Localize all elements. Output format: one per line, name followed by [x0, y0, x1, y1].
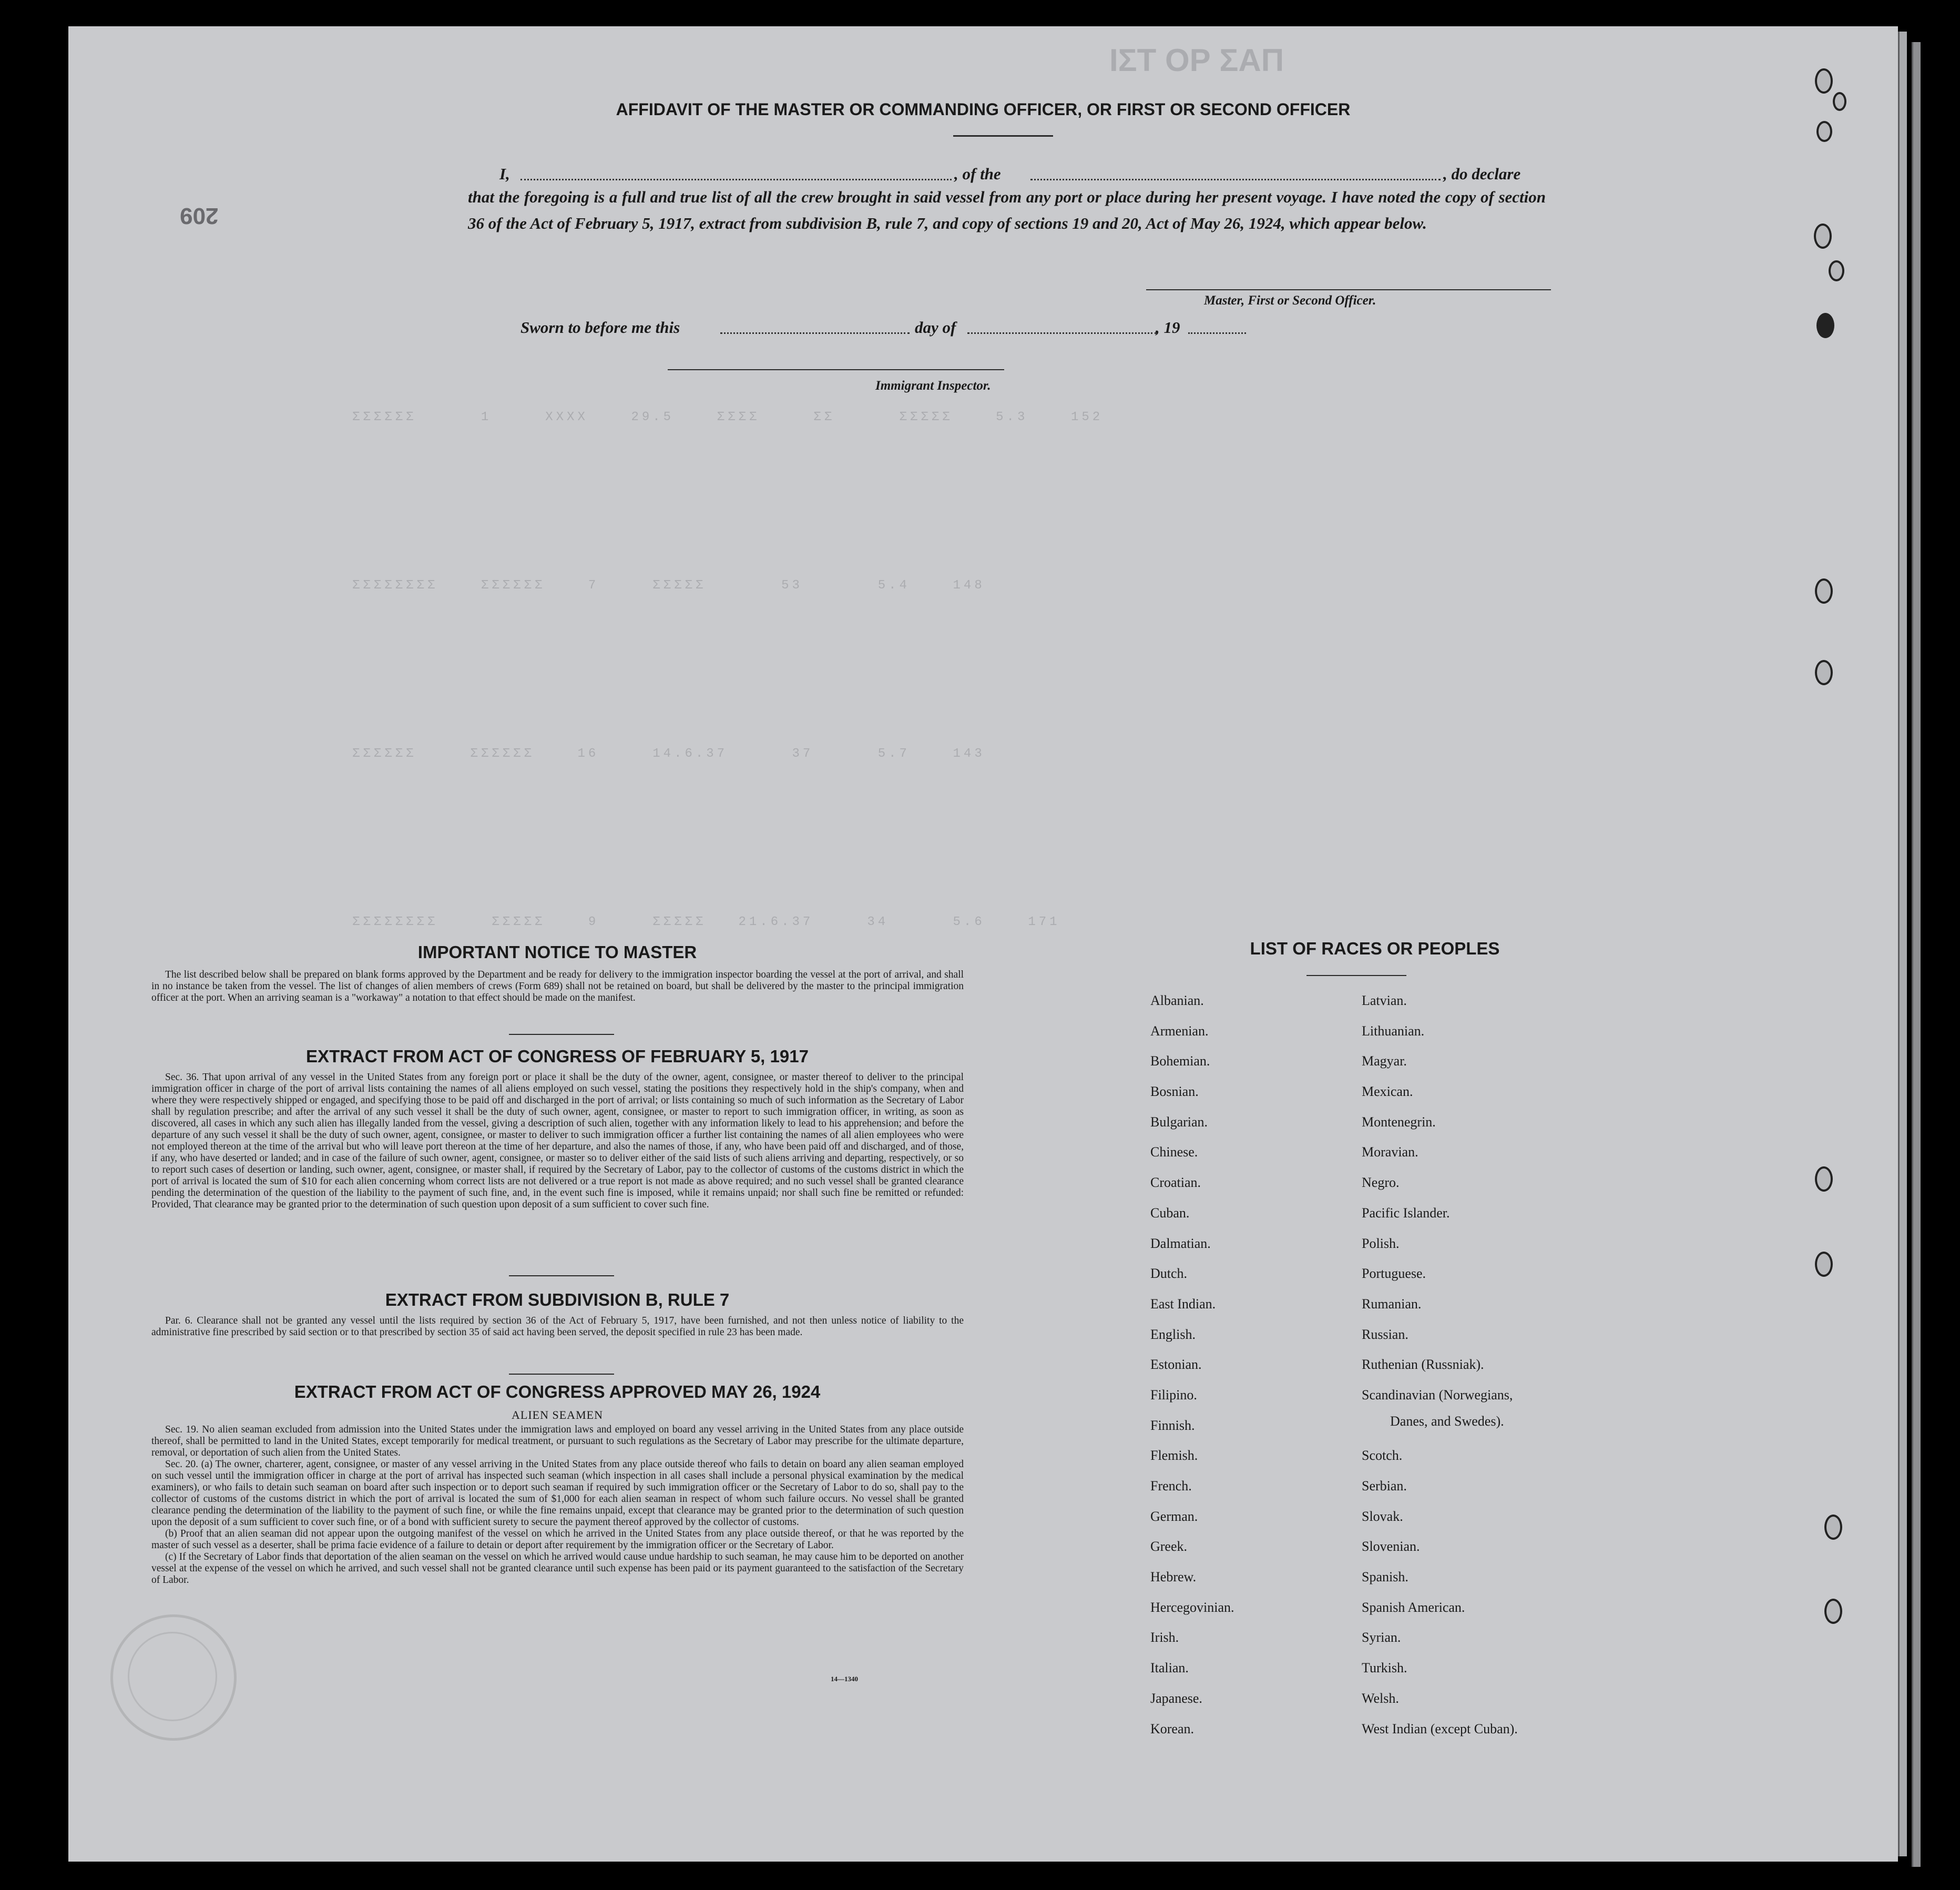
- day-blank: [720, 332, 910, 334]
- form-number: 14—1340: [831, 1675, 858, 1683]
- race-item-continuation: Danes, and Swedes).: [1390, 1413, 1504, 1429]
- bleed-through: ΣΣΣΣΣΣ ΣΣΣΣΣΣ 16 14.6.37 37 5.7 143: [352, 747, 985, 761]
- race-item: Chinese.: [1150, 1144, 1198, 1160]
- document-page: [68, 26, 1898, 1862]
- race-item: Slovak.: [1362, 1508, 1403, 1524]
- race-item: German.: [1150, 1508, 1198, 1524]
- race-item: Ruthenian (Russniak).: [1362, 1357, 1484, 1373]
- races-title-rule: [1306, 975, 1406, 976]
- bleed-through: ΣΣΣΣΣΣΣΣ ΣΣΣΣΣ 9 ΣΣΣΣΣ 21.6.37 34 5.6 171: [352, 915, 1060, 929]
- race-item: Montenegrin.: [1362, 1114, 1436, 1130]
- affidavit-of-the: , of the: [954, 165, 1001, 183]
- race-item: Negro.: [1362, 1175, 1400, 1191]
- race-item: Greek.: [1150, 1539, 1188, 1554]
- bleed-through: ΣΣΣΣΣΣ 1 ΧΧΧΧ 29.5 ΣΣΣΣ ΣΣ ΣΣΣΣΣ 5.3 152: [352, 410, 1104, 424]
- punch-hole: [1815, 660, 1833, 685]
- race-item: English.: [1150, 1326, 1196, 1342]
- punch-hole: [1815, 68, 1833, 94]
- day-of-text: day of: [915, 318, 956, 337]
- extract-1924-text: [151, 1424, 964, 1586]
- page-edge: [1898, 32, 1907, 1856]
- race-item: Bulgarian.: [1150, 1114, 1208, 1130]
- race-item: Russian.: [1362, 1326, 1408, 1342]
- race-item: Finnish.: [1150, 1417, 1195, 1433]
- race-item: Scotch.: [1362, 1448, 1403, 1464]
- year-blank: [1188, 332, 1246, 334]
- race-item: Cuban.: [1150, 1205, 1190, 1221]
- punch-hole: [1815, 1252, 1833, 1277]
- race-item: Flemish.: [1150, 1448, 1198, 1464]
- race-item: Dutch.: [1150, 1266, 1188, 1282]
- races-title: LIST OF RACES OR PEOPLES: [1250, 939, 1500, 958]
- race-item: Bosnian.: [1150, 1084, 1199, 1100]
- inspector-label: Immigrant Inspector.: [875, 379, 991, 393]
- section-rule: [509, 1034, 614, 1035]
- race-item: Estonian.: [1150, 1357, 1202, 1373]
- affidavit-body: that the foregoing is a full and true list of all the crew brought in said vessel from any port or place during her present voyage. I have noted the copy of section 36 of the Act of February 5, 1917, extract from subdivision B, rule 7, and copy of sections 19 and 20, Act of May 26, 1924, which appear below.: [468, 188, 1546, 232]
- alien-seamen-subtitle: ALIEN SEAMEN: [512, 1408, 603, 1421]
- race-item: Rumanian.: [1362, 1296, 1422, 1312]
- affidavit-declare: , do declare: [1443, 165, 1521, 183]
- race-item: Turkish.: [1362, 1660, 1407, 1676]
- extract-1924-title: EXTRACT FROM ACT OF CONGRESS APPROVED MAY 26, 1924: [294, 1382, 821, 1401]
- race-item: Slovenian.: [1362, 1539, 1420, 1554]
- race-item: Lithuanian.: [1362, 1023, 1425, 1039]
- sec-20a-paragraph: Sec. 20. (a) The owner, charterer, agent, consignee, or master of any vessel arriving in the United States from any place outside thereof who fails to detain on board any alien seaman employed on such vessel until the immigration officer in charge at the port of arrival has inspected such seaman (which inspection in all cases shall include a personal physical examination by the medical examiners), or who fails to detain such seaman on board after such inspection or to deport such seaman if required by such immigration officer or the Secretary of Labor to do so, shall pay to the collector of customs of the customs district in which the port of arrival is located the sum of $1,000 for each alien seaman in respect of whom such failure occurs. No vessel shall be granted clearance pending the determination of the liability to the payment of such fine, or while the fine remains unpaid, except that clearance may be granted prior to the determination of such question upon the deposit of a sum sufficient to cover such fine, or of a bond with sufficient surety to secure the payment thereof approved by the collector of customs.: [151, 1459, 964, 1528]
- year-text: , 19: [1156, 318, 1180, 337]
- subdivision-b-title: EXTRACT FROM SUBDIVISION B, RULE 7: [385, 1290, 730, 1309]
- vessel-blank: [1030, 179, 1441, 180]
- extract-1917-title: EXTRACT FROM ACT OF CONGRESS OF FEBRUARY 5, 1917: [306, 1046, 809, 1066]
- affidavit-i: I,: [499, 165, 510, 183]
- section-rule: [509, 1275, 614, 1276]
- race-item: Irish.: [1150, 1630, 1179, 1645]
- race-item: Serbian.: [1362, 1478, 1407, 1494]
- punch-hole: [1824, 1515, 1842, 1540]
- race-item: Spanish.: [1362, 1569, 1408, 1585]
- master-label: Master, First or Second Officer.: [1204, 293, 1376, 308]
- title-rule: [953, 135, 1053, 137]
- sec-19-paragraph: Sec. 19. No alien seaman excluded from admission into the United States under the immigration laws and employed on board any vessel arriving in the United States from any place outside thereof, shall be permitted to land in the United States, except temporarily for medical treatment, or pursuant to such regulations as the Secretary of Labor may prescribe for the ultimate departure, removal, or deportation of such alien from the United States.: [151, 1424, 964, 1458]
- month-blank: [967, 332, 1157, 334]
- race-item: Albanian.: [1150, 993, 1204, 1008]
- race-item: Dalmatian.: [1150, 1235, 1211, 1251]
- extract-1917-text: [151, 1072, 964, 1211]
- punch-hole: [1815, 1166, 1833, 1192]
- master-signature-line: [1146, 289, 1551, 290]
- notice-paragraph: The list described below shall be prepared on blank forms approved by the Department and be ready for delivery to the immigration inspector boarding the vessel at the port of arrival, and shall in no instance be taken from the vessel. The list of changes of alien members of crews (Form 689) shall not be retained on board, but shall be delivered by the master to the principal immigration officer at the port. When an arriving seaman is a "workaway" a notation to that effect should be made on the manifest.: [151, 969, 964, 1003]
- race-item: Portuguese.: [1362, 1266, 1426, 1282]
- sec-20b-paragraph: (b) Proof that an alien seaman did not appear upon the outgoing manifest of the vessel on which he arrived in the United States from any place outside thereof, or that he was reported by the master of such vessel as a deserter, shall be prima facie evidence of a failure to detain or deport after requirement by the immigration officer or the Secretary of Labor.: [151, 1528, 964, 1551]
- race-item: Mexican.: [1362, 1084, 1413, 1100]
- inspector-signature-line: [668, 369, 1004, 370]
- punch-hole: [1815, 578, 1833, 604]
- races-left-column: [1150, 993, 1234, 1751]
- race-item: West Indian (except Cuban).: [1362, 1721, 1518, 1736]
- faded-seal-stamp: [110, 1614, 237, 1741]
- race-item: Filipino.: [1150, 1387, 1197, 1403]
- races-right-column: [1362, 993, 1518, 1751]
- punch-hole: [1829, 260, 1844, 281]
- race-item: Korean.: [1150, 1721, 1195, 1736]
- name-blank: [520, 179, 952, 180]
- punch-hole: [1816, 121, 1832, 142]
- sec-20c-paragraph: (c) If the Secretary of Labor finds that deportation of the alien seaman on the vessel on which he arrived would cause undue hardship to such seaman, he may cause him to be deported on another vessel at the expense of the vessel on which he arrived, and such vessel shall not be granted clearance until such expense has been paid or its payment guaranteed to the satisfaction of the Secretary of Labor.: [151, 1551, 964, 1586]
- race-item: Syrian.: [1362, 1630, 1401, 1645]
- page-edge: [1912, 42, 1921, 1867]
- race-item: Latvian.: [1362, 993, 1407, 1008]
- notice-text: [151, 969, 964, 1004]
- race-item: Italian.: [1150, 1660, 1189, 1676]
- race-item: Croatian.: [1150, 1175, 1201, 1191]
- race-item: Hercegovinian.: [1150, 1599, 1234, 1615]
- sworn-text: Sworn to before me this: [520, 318, 680, 337]
- race-item: Armenian.: [1150, 1023, 1209, 1039]
- race-item: Japanese.: [1150, 1690, 1202, 1706]
- affidavit-title: AFFIDAVIT OF THE MASTER OR COMMANDING OFFICER, OR FIRST OR SECOND OFFICER: [616, 100, 1351, 119]
- race-item: East Indian.: [1150, 1296, 1216, 1312]
- subdivision-b-text: [151, 1315, 964, 1338]
- punch-hole: [1833, 92, 1846, 111]
- margin-number: 209: [180, 203, 219, 229]
- race-item: Hebrew.: [1150, 1569, 1197, 1585]
- bleed-through: ΣΣΣΣΣΣΣΣ ΣΣΣΣΣΣ 7 ΣΣΣΣΣ 53 5.4 148: [352, 578, 985, 593]
- notice-title: IMPORTANT NOTICE TO MASTER: [417, 942, 697, 962]
- race-item: Polish.: [1362, 1235, 1400, 1251]
- par-6-paragraph: Par. 6. Clearance shall not be granted any vessel until the lists required by section 36 of the Act of February 5, 1917, have been furnished, and not then unless notice of liability to the administrative fine prescribed by said section or to that prescribed by section 35 of said act having been served, the deposit specified in rule 23 has been made.: [151, 1315, 964, 1338]
- race-item: Moravian.: [1362, 1144, 1418, 1160]
- race-item: Pacific Islander.: [1362, 1205, 1450, 1221]
- section-36-paragraph: Sec. 36. That upon arrival of any vessel in the United States from any foreign port or place it shall be the duty of the owner, agent, consignee, or master thereof to deliver to the principal immigration officer in charge of the port of arrival lists containing the names of all aliens employed on such vessel, stating the positions they respectively hold in the ship's company, when and where they were respectively shipped or engaged, and specifying those to be paid off and discharged in the port of arrival; or lists containing so much of such information as the Secretary of Labor shall by regulation prescribe; and after the arrival of any such vessel it shall be the duty of such owner, agent, consignee, or master to report to such immigration officer, in writing, as soon as discovered, all cases in which any such alien has illegally landed from the vessel, giving a description of such alien, together with any information likely to lead to his apprehension; and before the departure of any such vessel it shall be the duty of such owner, agent, consignee, or master to deliver to such immigration officer a further list containing the names of all alien employees who were not employed thereon at the time of the arrival but who will leave port thereon at the time of her departure, and also the names of those, if any, who have been paid off and discharged, and of those, if any, who have deserted or landed; and in case of the failure of such owner, agent, consignee, or master so to deliver either of the said lists of such aliens arriving and departing, respectively, or so to report such cases of desertion or landing, such owner, agent, consignee, or master shall, if required by the Secretary of Labor, pay to the collector of customs of the customs district in which the port of arrival is located the sum of $10 for each alien concerning whom correct lists are not delivered or a true report is not made as above required; and no such vessel shall be granted clearance pending the determination of the question of the liability to the payment of such fine, and, in the event such fine is imposed, while it remains unpaid; nor shall such fine be remitted or refunded: Provided, That clearance may be granted prior to the determination of such question upon deposit of a sum sufficient to cover such fine.: [151, 1072, 964, 1210]
- punch-hole: [1814, 223, 1832, 249]
- race-item: Magyar.: [1362, 1053, 1407, 1069]
- race-item: Bohemian.: [1150, 1053, 1210, 1069]
- section-rule: [509, 1374, 614, 1375]
- race-item: Spanish American.: [1362, 1599, 1465, 1615]
- race-item: Welsh.: [1362, 1690, 1399, 1706]
- bleed-through: ΙΣΤ ΟΡ ΣΑΠ: [1109, 43, 1284, 78]
- punch-hole: [1824, 1599, 1842, 1624]
- race-item: French.: [1150, 1478, 1192, 1493]
- race-item: Scandinavian (Norwegians, Danes, and Swedes).: [1362, 1387, 1518, 1448]
- punch-hole: [1816, 313, 1834, 338]
